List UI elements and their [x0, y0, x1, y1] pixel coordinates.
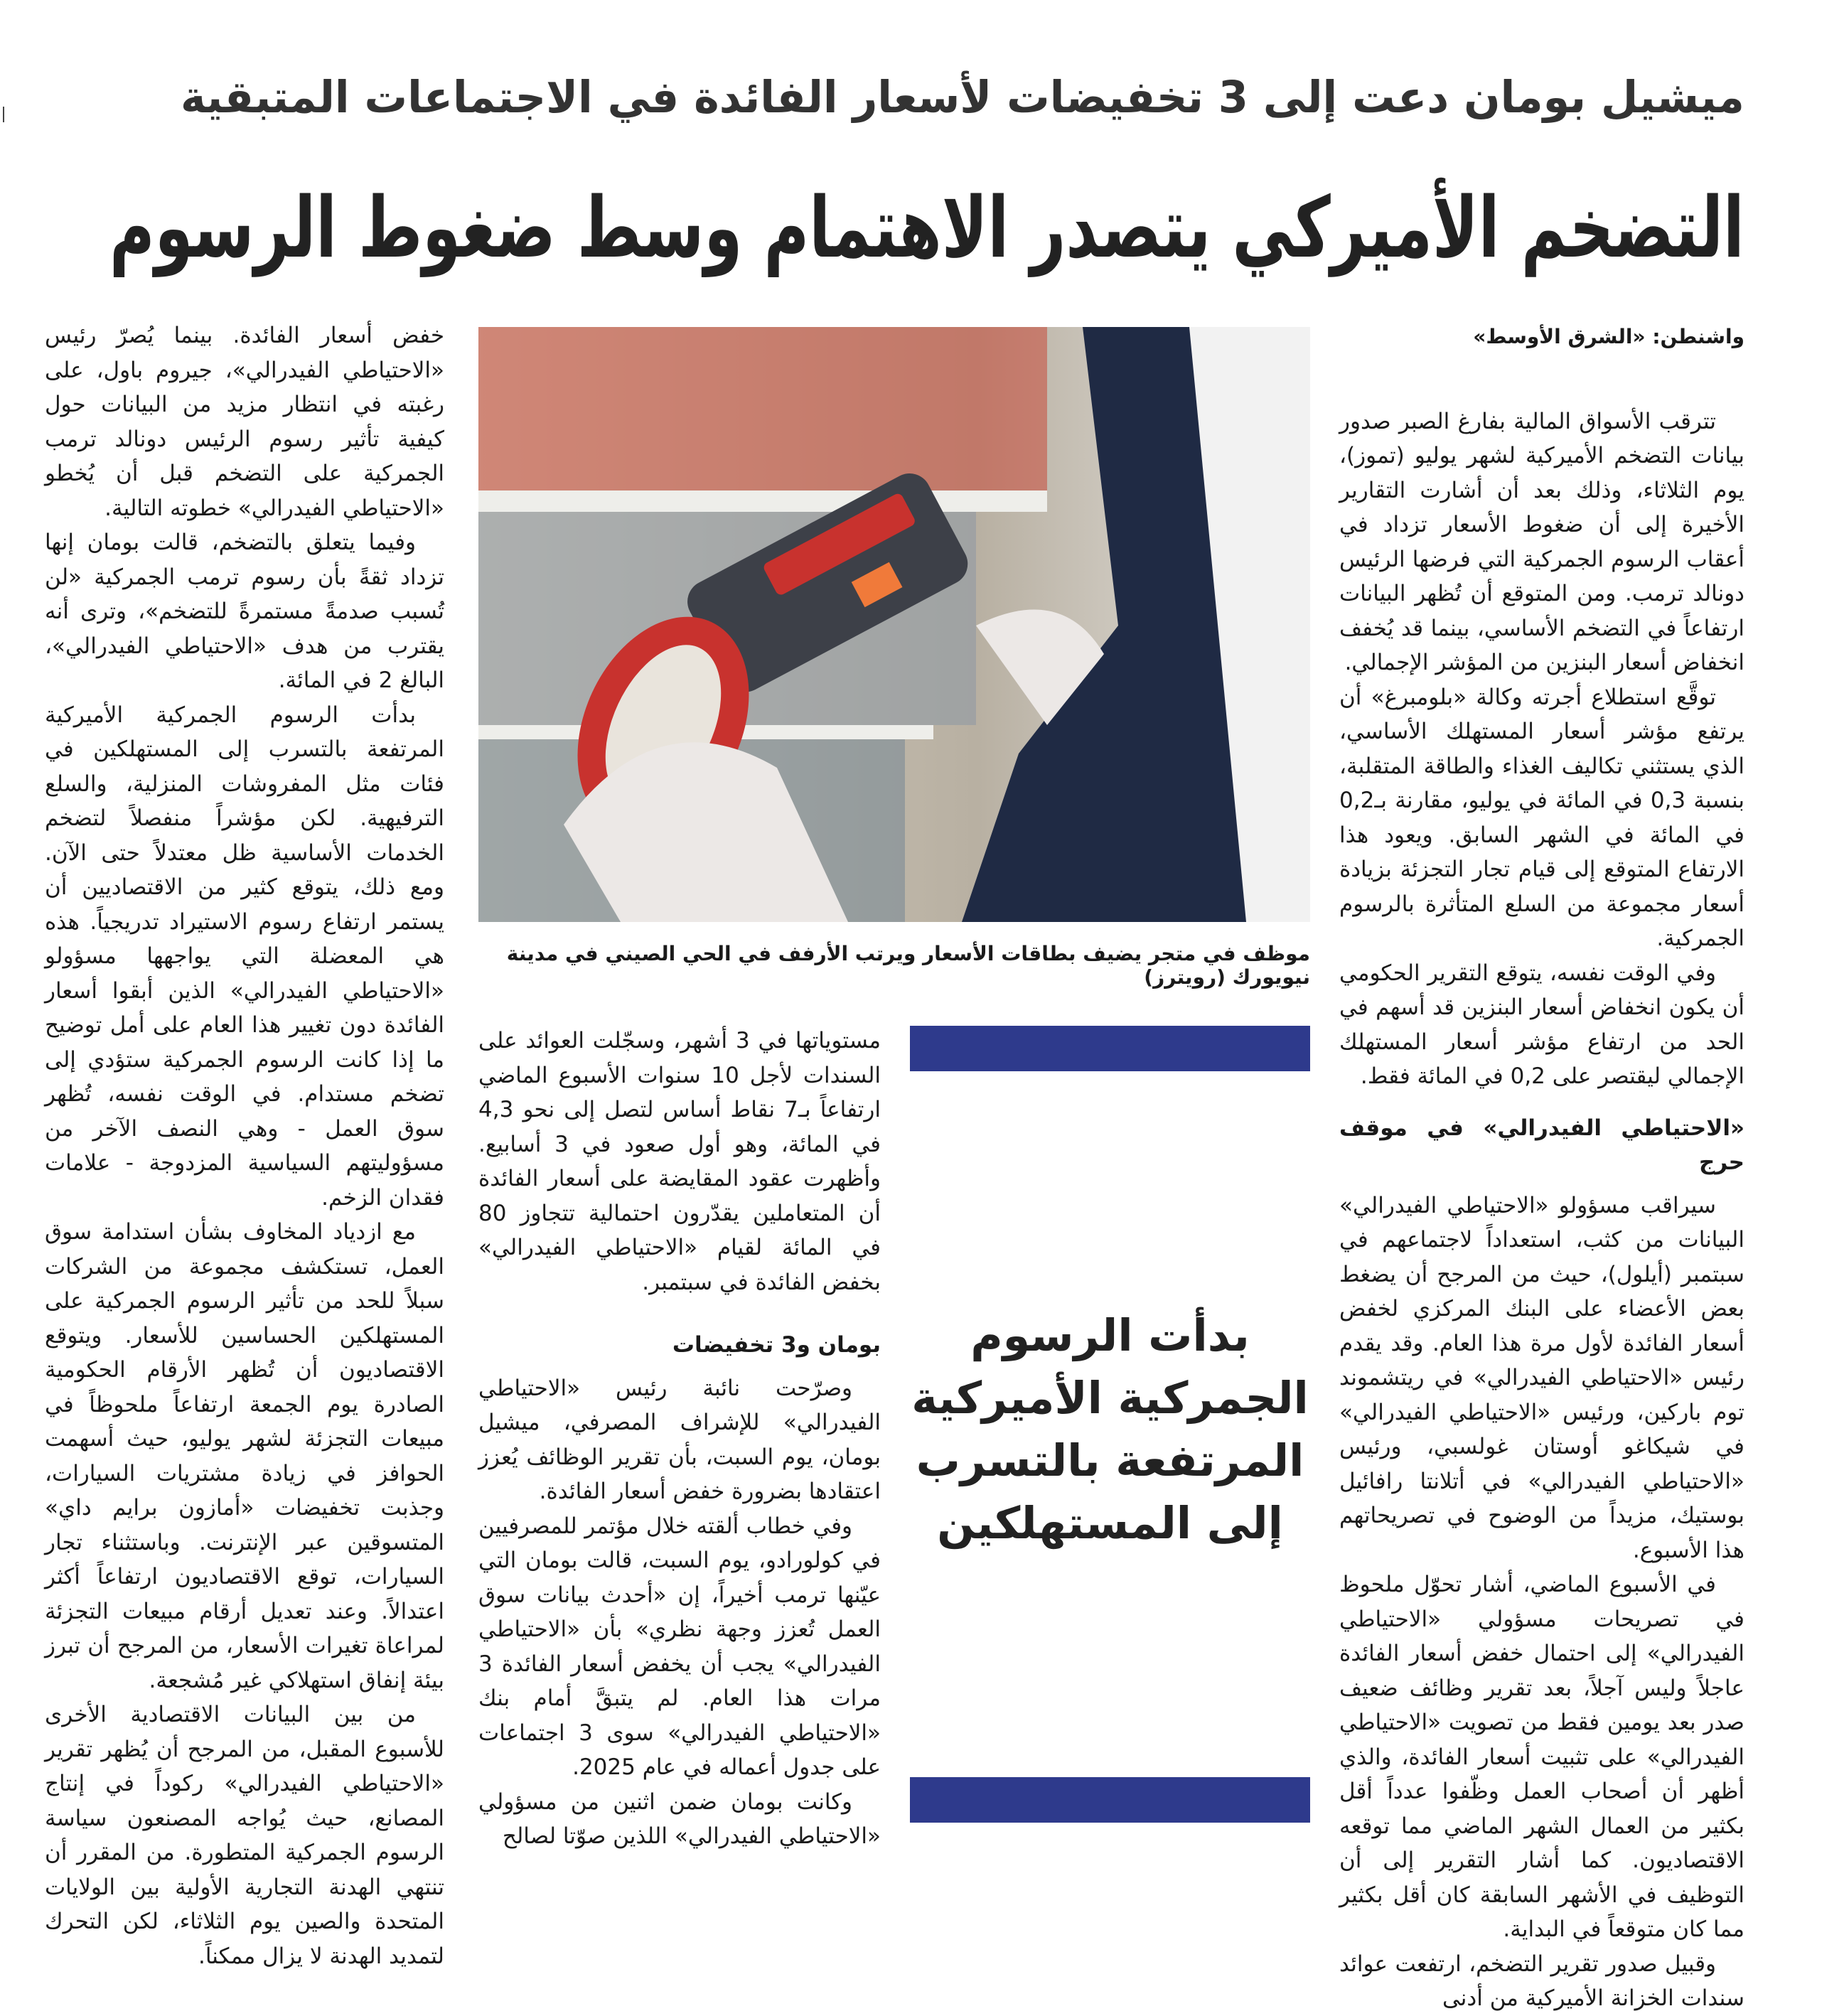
- paragraph: وفي خطاب ألقته خلال مؤتمر للمصرفيين في كولورادو، يوم السبت، قالت بومان التي عيّنها ترمب أخيراً، إن «أحدث بيانات سوق العمل تُعزز وجهة نظري» بأن «الاحتياطي الفيدرالي» يجب أن يخفض أسعار الفائدة 3 مرات هذا العام. لم يتبقَّ أمام بنك «الاحتياطي الفيدرالي» سوى 3 اجتماعات على جدول أعماله في عام 2025.: [478, 1513, 881, 1780]
- paragraph: سيراقب مسؤولو «الاحتياطي الفيدرالي» البيانات من كثب، استعداداً لاجتماعهم في سبتمبر (أيلول)، حيث من المرجح أن يضغط بعض الأعضاء على البنك المركزي لخفض أسعار الفائدة لأول مرة هذا العام. وقد يقدم رئيس «الاحتياطي الفيدرالي» في ريتشموند توم باركين، ورئيس «الاحتياطي الفيدرالي» في شيكاغو أوستان غولسبي، ورئيس «الاحتياطي الفيدرالي» في أتلانتا رافائيل بوستيك، مزيداً من الوضوح في تصريحاتهم هذا الأسبوع.: [1339, 1192, 1744, 1563]
- article-column-right: [1339, 320, 1744, 2016]
- pull-quote-bar-top: [910, 1026, 1310, 1071]
- section-heading: «الاحتياطي الفيدرالي» في موقف حرج: [1339, 1115, 1744, 1175]
- paragraph: في الأسبوع الماضي، أشار تحوّل ملحوظ في تصريحات مسؤولي «الاحتياطي الفيدرالي» إلى احتمال خفض أسعار الفائدة عاجلاً وليس آجلاً، بعد تقرير وظائف ضعيف صدر بعد يومين فقط من تصويت «الاحتياطي الفيدرالي» على تثبيت أسعار الفائدة، والذي أظهر أن أصحاب العمل وظّفوا عدداً أقل بكثير من العمال الشهر الماضي مما توقعه الاقتصاديون. كما أشار التقرير إلى أن التوظيف في الأشهر السابقة كان أقل بكثير مما كان متوقعاً في البداية.: [1339, 1572, 1744, 1942]
- paragraph: وصرّحت نائبة رئيس «الاحتياطي الفيدرالي» للإشراف المصرفي، ميشيل بومان، يوم السبت، بأن تقرير الوظائف يُعزز اعتقادها بضرورة خفض أسعار الفائدة.: [478, 1375, 881, 1504]
- article-column-middle: [478, 1024, 881, 1854]
- paragraph: وكانت بومان ضمن اثنين من مسؤولي «الاحتياطي الفيدرالي» اللذين صوّتا لصالح: [478, 1789, 881, 1849]
- article-column-left: [45, 318, 444, 1973]
- photo-illustration: [478, 327, 1310, 922]
- byline: واشنطن: «الشرق الأوسط»: [1473, 325, 1744, 348]
- paragraph: توقَّع استطلاع أجرته وكالة «بلومبرغ» أن يرتفع مؤشر أسعار المستهلك الأساسي، الذي يستثني تكاليف الغذاء والطاقة المتقلبة، بنسبة 0,3 في المائة في يوليو، مقارنة بـ0,2 في المائة في الشهر السابق. ويعود هذا الارتفاع المتوقع إلى قيام تجار التجزئة بزيادة أسعار مجموعة من السلع المتأثرة بالرسوم الجمركية.: [1339, 684, 1745, 951]
- margin-rule: [3, 107, 4, 122]
- paragraph: بدأت الرسوم الجمركية الأميركية المرتفعة بالتسرب إلى المستهلكين في فئات مثل المفروشات المنزلية، والسلع الترفيهية. لكن مؤشراً منفصلاً لتضخم الخدمات الأساسية ظل معتدلاً حتى الآن. ومع ذلك، يتوقع كثير من الاقتصاديين أن يستمر ارتفاع رسوم الاستيراد تدريجياً. هذه هي المعضلة التي يواجهها مسؤولو «الاحتياطي الفيدرالي» الذين أبقوا أسعار الفائدة دون تغيير هذا العام على أمل توضيح ما إذا كانت الرسوم الجمركية ستؤدي إلى تضخم مستدام. في الوقت نفسه، تُظهر سوق العمل - وهي النصف الآخر من مسؤوليتهم السياسية المزدوجة - علامات فقدان الزخم.: [45, 702, 444, 1211]
- paragraph: مع ازدياد المخاوف بشأن استدامة سوق العمل، تستكشف مجموعة من الشركات سبلاً للحد من تأثير الرسوم الجمركية على المستهلكين الحساسين للأسعار. ويتوقع الاقتصاديون أن تُظهر الأرقام الحكومية الصادرة يوم الجمعة ارتفاعاً ملحوظاً في مبيعات التجزئة لشهر يوليو، حيث أسهمت الحوافز في زيادة مشتريات السيارات، وجذبت تخفيضات «أمازون برايم داي» المتسوقين عبر الإنترنت. وباستثناء تجار السيارات، توقع الاقتصاديون ارتفاعاً أكثر اعتدالاً. وعند تعديل أرقام مبيعات التجزئة لمراعاة تغيرات الأسعار، من المرجح أن تبرز بيئة إنفاق استهلاكي غير مُشجعة.: [45, 1219, 444, 1693]
- paragraph: وفيما يتعلق بالتضخم، قالت بومان إنها تزداد ثقةً بأن رسوم ترمب الجمركية «لن تُسبب صدمةً مستمرةً للتضخم»، وترى أنه يقترب من هدف «الاحتياطي الفيدرالي»، البالغ 2 في المائة.: [45, 530, 444, 693]
- photo-caption: موظف في متجر يضيف بطاقات الأسعار ويرتب الأرفف في الحي الصيني في مدينة نيويورك (رويترز): [506, 942, 1310, 989]
- paragraph: من بين البيانات الاقتصادية الأخرى للأسبوع المقبل، من المرجح أن يُظهر تقرير «الاحتياطي الفيدرالي» ركوداً في إنتاج المصانع، حيث يُواجه المصنعون سياسة الرسوم الجمركية المتطورة. من المقرر أن تنتهي الهدنة التجارية الأولية بين الولايات المتحدة والصين يوم الثلاثاء، لكن التحرك لتمديد الهدنة لا يزال ممكناً.: [45, 1702, 444, 1969]
- paragraph: مستوياتها في 3 أشهر، وسجّلت العوائد على السندات لأجل 10 سنوات الأسبوع الماضي ارتفاعاً بـ7 نقاط أساس لتصل إلى نحو 4,3 في المائة، وهو أول صعود في 3 أسابيع. وأظهرت عقود المقايضة على أسعار الفائدة أن المتعاملين يقدّرون احتمالية تتجاوز 80 في المائة لقيام «الاحتياطي الفيدرالي» بخفض الفائدة في سبتمبر.: [478, 1028, 881, 1295]
- article-headline: التضخم الأميركي يتصدر الاهتمام وسط ضغوط الرسوم: [109, 178, 1744, 277]
- pull-quote: بدأت الرسوم الجمركية الأميركية المرتفعة بالتسرب إلى المستهلكين: [911, 1309, 1309, 1549]
- paragraph: تترقب الأسواق المالية بفارغ الصبر صدور بيانات التضخم الأميركية لشهر يوليو (تموز)، يوم الثلاثاء، وذلك بعد أن أشارت التقارير الأخيرة إلى أن ضغوط الأسعار تزداد في أعقاب الرسوم الجمركية التي فرضها الرئيس دونالد ترمب. ومن المتوقع أن تُظهر البيانات ارتفاعاً في التضخم الأساسي، بينما قد يُخفف انخفاض أسعار البنزين من المؤشر الإجمالي.: [1339, 408, 1744, 675]
- pull-quote-bar-bottom: [910, 1777, 1310, 1823]
- section-heading: بومان و3 تخفيضات: [672, 1332, 881, 1358]
- article-photo: [478, 327, 1310, 922]
- paragraph: وفي الوقت نفسه، يتوقع التقرير الحكومي أن يكون انخفاض أسعار البنزين قد أسهم في الحد من ارتفاع مؤشر أسعار المستهلك الإجمالي ليقتصر على 0,2 في المائة فقط.: [1339, 960, 1744, 1089]
- article-subtitle: ميشيل بومان دعت إلى 3 تخفيضات لأسعار الفائدة في الاجتماعات المتبقية: [181, 71, 1744, 123]
- paragraph: وقبيل صدور تقرير التضخم، ارتفعت عوائد سندات الخزانة الأميركية من أدنى: [1339, 1951, 1744, 2011]
- paragraph: خفض أسعار الفائدة. بينما يُصرّ رئيس «الاحتياطي الفيدرالي»، جيروم باول، على رغبته في انتظار مزيد من البيانات حول كيفية تأثير رسوم الرئيس دونالد ترمب الجمركية على التضخم قبل أن يُخطو «الاحتياطي الفيدرالي» خطوته التالية.: [45, 323, 444, 521]
